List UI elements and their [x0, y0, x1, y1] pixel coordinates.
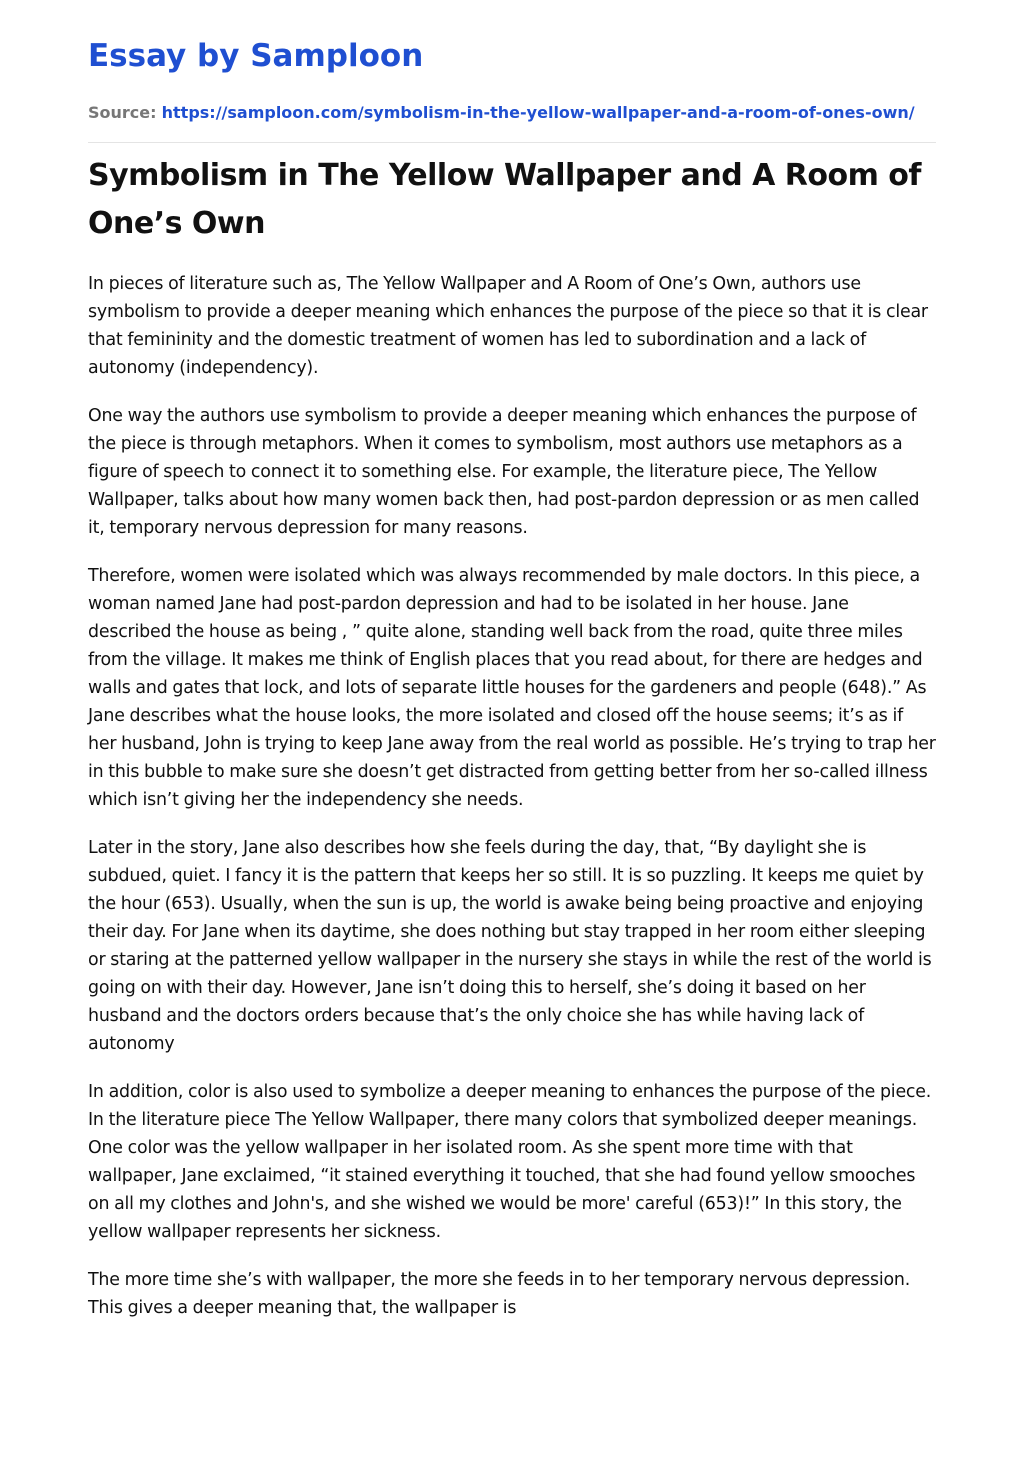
paragraph: The more time she’s with wallpaper, the more she feeds in to her temporary nervous depression. This gives a deeper meaning that, the wallpaper is: [88, 1270, 911, 1318]
essay-title: Symbolism in The Yellow Wallpaper and A Room of One’s Own: [88, 158, 921, 241]
source-line: [88, 101, 915, 125]
paragraph: Therefore, women were isolated which was always recommended by male doctors. In this piece, a woman named Jane had post-pardon depression and had to be isolated in her house. Jane described the house as being , ” quite alone, standing well back from the road, quite three miles from the village. It makes me think of English places that you read about, for there are hedges and walls and gates that lock, and lots of separate little houses for the gardeners and people (648).” As Jane describes what the house looks, the more isolated and closed off the house seems; it’s as if her husband, John is trying to keep Jane away from the real world as possible. He’s trying to trap her in this bubble to make sure she doesn’t get distracted from getting better from her so-called illness which isn’t giving her the independency she needs.: [88, 566, 936, 810]
source-link[interactable]: https://samploon.com/symbolism-in-the-yellow-wallpaper-and-a-room-of-ones-own/: [161, 103, 915, 122]
header-divider: [88, 142, 936, 143]
paragraph: Later in the story, Jane also describes how she feels during the day, that, “By daylight she is subdued, quiet. I fancy it is the pattern that keeps her so still. It is so puzzling. It keeps me quiet by the hour (653). Usually, when the sun is up, the world is awake being being proactive and enjoying their day. For Jane when its daytime, she does nothing but stay trapped in her room either sleeping or staring at the patterned yellow wallpaper in the nursery she stays in while the rest of the world is going on with their day. However, Jane isn’t doing this to herself, she’s doing it based on her husband and the doctors orders because that’s the only choice she has while having lack of autonomy: [88, 838, 932, 1054]
paragraph: In pieces of literature such as, The Yellow Wallpaper and A Room of One’s Own, authors use symbolism to provide a deeper meaning which enhances the purpose of the piece so that it is clear that femininity and the domestic treatment of women has led to subordination and a lack of autonomy (independency).: [88, 274, 928, 378]
paragraph: One way the authors use symbolism to provide a deeper meaning which enhances the purpose of the piece is through metaphors. When it comes to symbolism, most authors use metaphors as a figure of speech to connect it to something else. For example, the literature piece, The Yellow Wallpaper, talks about how many women back then, had post-pardon depression or as men called it, temporary nervous depression for many reasons.: [88, 406, 920, 538]
paragraph: In addition, color is also used to symbolize a deeper meaning to enhances the purpose of the piece. In the literature piece The Yellow Wallpaper, there many colors that symbolized deeper meanings. One color was the yellow wallpaper in her isolated room. As she spent more time with that wallpaper, Jane exclaimed, “it stained everything it touched, that she had found yellow smooches on all my clothes and John's, and she wished we would be more' careful (653)!” In this story, the yellow wallpaper represents her sickness.: [88, 1082, 932, 1242]
essay-body: [88, 270, 936, 1342]
brand-title: Essay by Samploon: [88, 38, 424, 74]
source-label: Source:: [88, 103, 157, 122]
